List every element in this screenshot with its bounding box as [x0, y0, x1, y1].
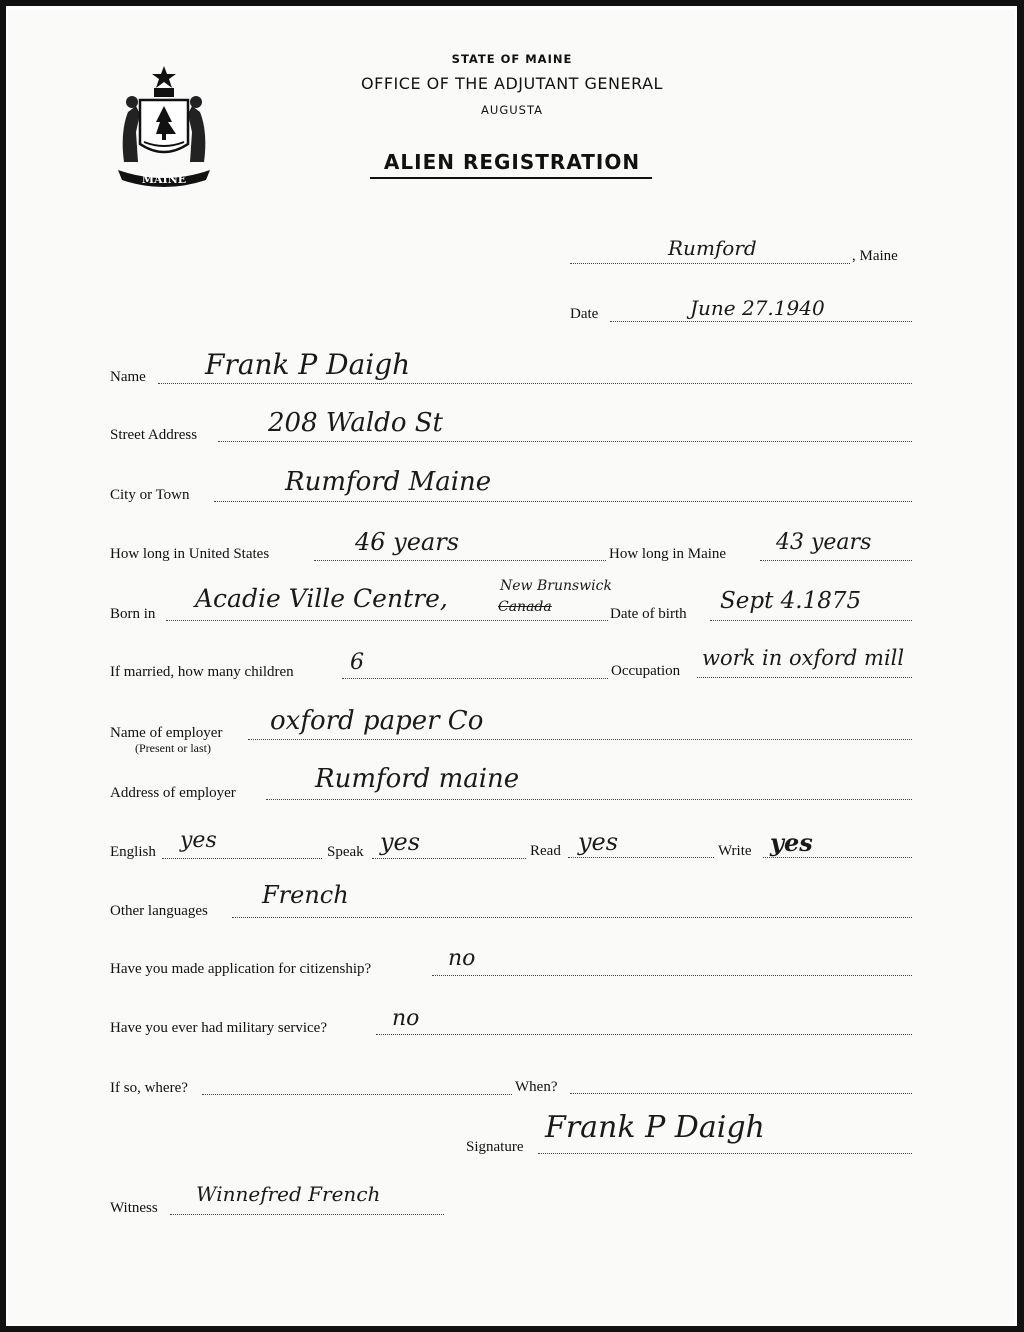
signature-label: Signature	[466, 1139, 524, 1155]
how-long-us-line	[314, 560, 606, 561]
when-label: When?	[515, 1079, 558, 1095]
date-label: Date	[570, 306, 599, 322]
witness-entry: Winnefred French	[196, 1182, 381, 1206]
emp-addr-entry: Rumford maine	[315, 764, 520, 794]
speak-label: Speak	[327, 844, 364, 860]
children-label: If married, how many children	[110, 664, 294, 680]
how-long-me-line	[760, 560, 912, 561]
town-entry: Rumford	[668, 236, 757, 260]
speak-entry: yes	[380, 828, 421, 856]
how-long-me-label: How long in Maine	[609, 546, 727, 562]
form-title: ALIEN REGISTRATION	[383, 150, 641, 174]
title-underline	[370, 177, 652, 179]
write-line	[763, 857, 912, 858]
city-entry: Rumford Maine	[285, 467, 492, 497]
name-entry: Frank P Daigh	[205, 348, 411, 381]
children-line	[342, 678, 608, 679]
town-line	[570, 263, 850, 264]
military-line	[376, 1034, 912, 1035]
speak-line	[372, 858, 526, 859]
read-line	[568, 857, 714, 858]
occupation-entry: work in oxford mill	[702, 646, 905, 670]
other-lang-line	[232, 917, 912, 918]
other-lang-entry: French	[262, 881, 349, 909]
when-line	[570, 1093, 912, 1094]
street-label: Street Address	[110, 427, 198, 443]
witness-line	[170, 1214, 444, 1215]
dob-entry: Sept 4.1875	[720, 588, 862, 614]
date-line	[610, 321, 912, 322]
occupation-label: Occupation	[611, 663, 681, 679]
read-entry: yes	[578, 828, 619, 856]
where-line	[202, 1094, 512, 1095]
dob-label: Date of birth	[610, 606, 687, 622]
write-entry: yes	[770, 828, 813, 857]
born-line	[166, 620, 608, 621]
children-entry: 6	[350, 650, 364, 675]
english-entry: yes	[180, 828, 217, 853]
signature-line	[538, 1153, 912, 1154]
date-entry: June 27.1940	[690, 296, 825, 320]
how-long-us-label: How long in United States	[110, 546, 270, 562]
dob-line	[710, 620, 912, 621]
read-label: Read	[530, 843, 561, 859]
office-heading: OFFICE OF THE ADJUTANT GENERAL	[361, 74, 663, 93]
employer-sublabel: (Present or last)	[135, 741, 211, 755]
emp-addr-label: Address of employer	[110, 785, 236, 801]
emp-addr-line	[266, 799, 912, 800]
seal-banner-text: MAINE	[141, 173, 187, 186]
citizenship-line	[432, 975, 912, 976]
city-line	[214, 501, 912, 502]
citizenship-label: Have you made application for citizenship?	[110, 961, 372, 977]
maine-suffix: , Maine	[852, 248, 898, 264]
born-entry: Acadie Ville Centre,	[195, 584, 448, 613]
street-line	[218, 441, 912, 442]
witness-label: Witness	[110, 1200, 158, 1216]
city-heading: AUGUSTA	[481, 103, 543, 117]
employer-entry: oxford paper Co	[270, 706, 484, 736]
born-label: Born in	[110, 606, 156, 622]
english-label: English	[110, 844, 156, 860]
born-note-entry: New Brunswick	[500, 578, 612, 594]
signature-entry: Frank P Daigh	[545, 1110, 765, 1145]
state-heading: STATE OF MAINE	[451, 52, 573, 66]
write-label: Write	[718, 843, 752, 859]
other-lang-label: Other languages	[110, 903, 208, 919]
born-struck-entry: Canada	[498, 599, 552, 615]
where-label: If so, where?	[110, 1080, 188, 1096]
how-long-us-entry: 46 years	[355, 528, 460, 556]
citizenship-entry: no	[448, 946, 476, 971]
military-label: Have you ever had military service?	[110, 1020, 327, 1036]
name-line	[158, 383, 912, 384]
employer-label: Name of employer	[110, 725, 223, 741]
english-line	[162, 858, 322, 859]
how-long-me-entry: 43 years	[776, 530, 872, 555]
name-label: Name	[110, 369, 146, 385]
employer-line	[248, 739, 912, 740]
occupation-line	[697, 677, 912, 678]
city-label: City or Town	[110, 487, 190, 503]
street-entry: 208 Waldo St	[268, 408, 443, 438]
military-entry: no	[392, 1006, 420, 1031]
